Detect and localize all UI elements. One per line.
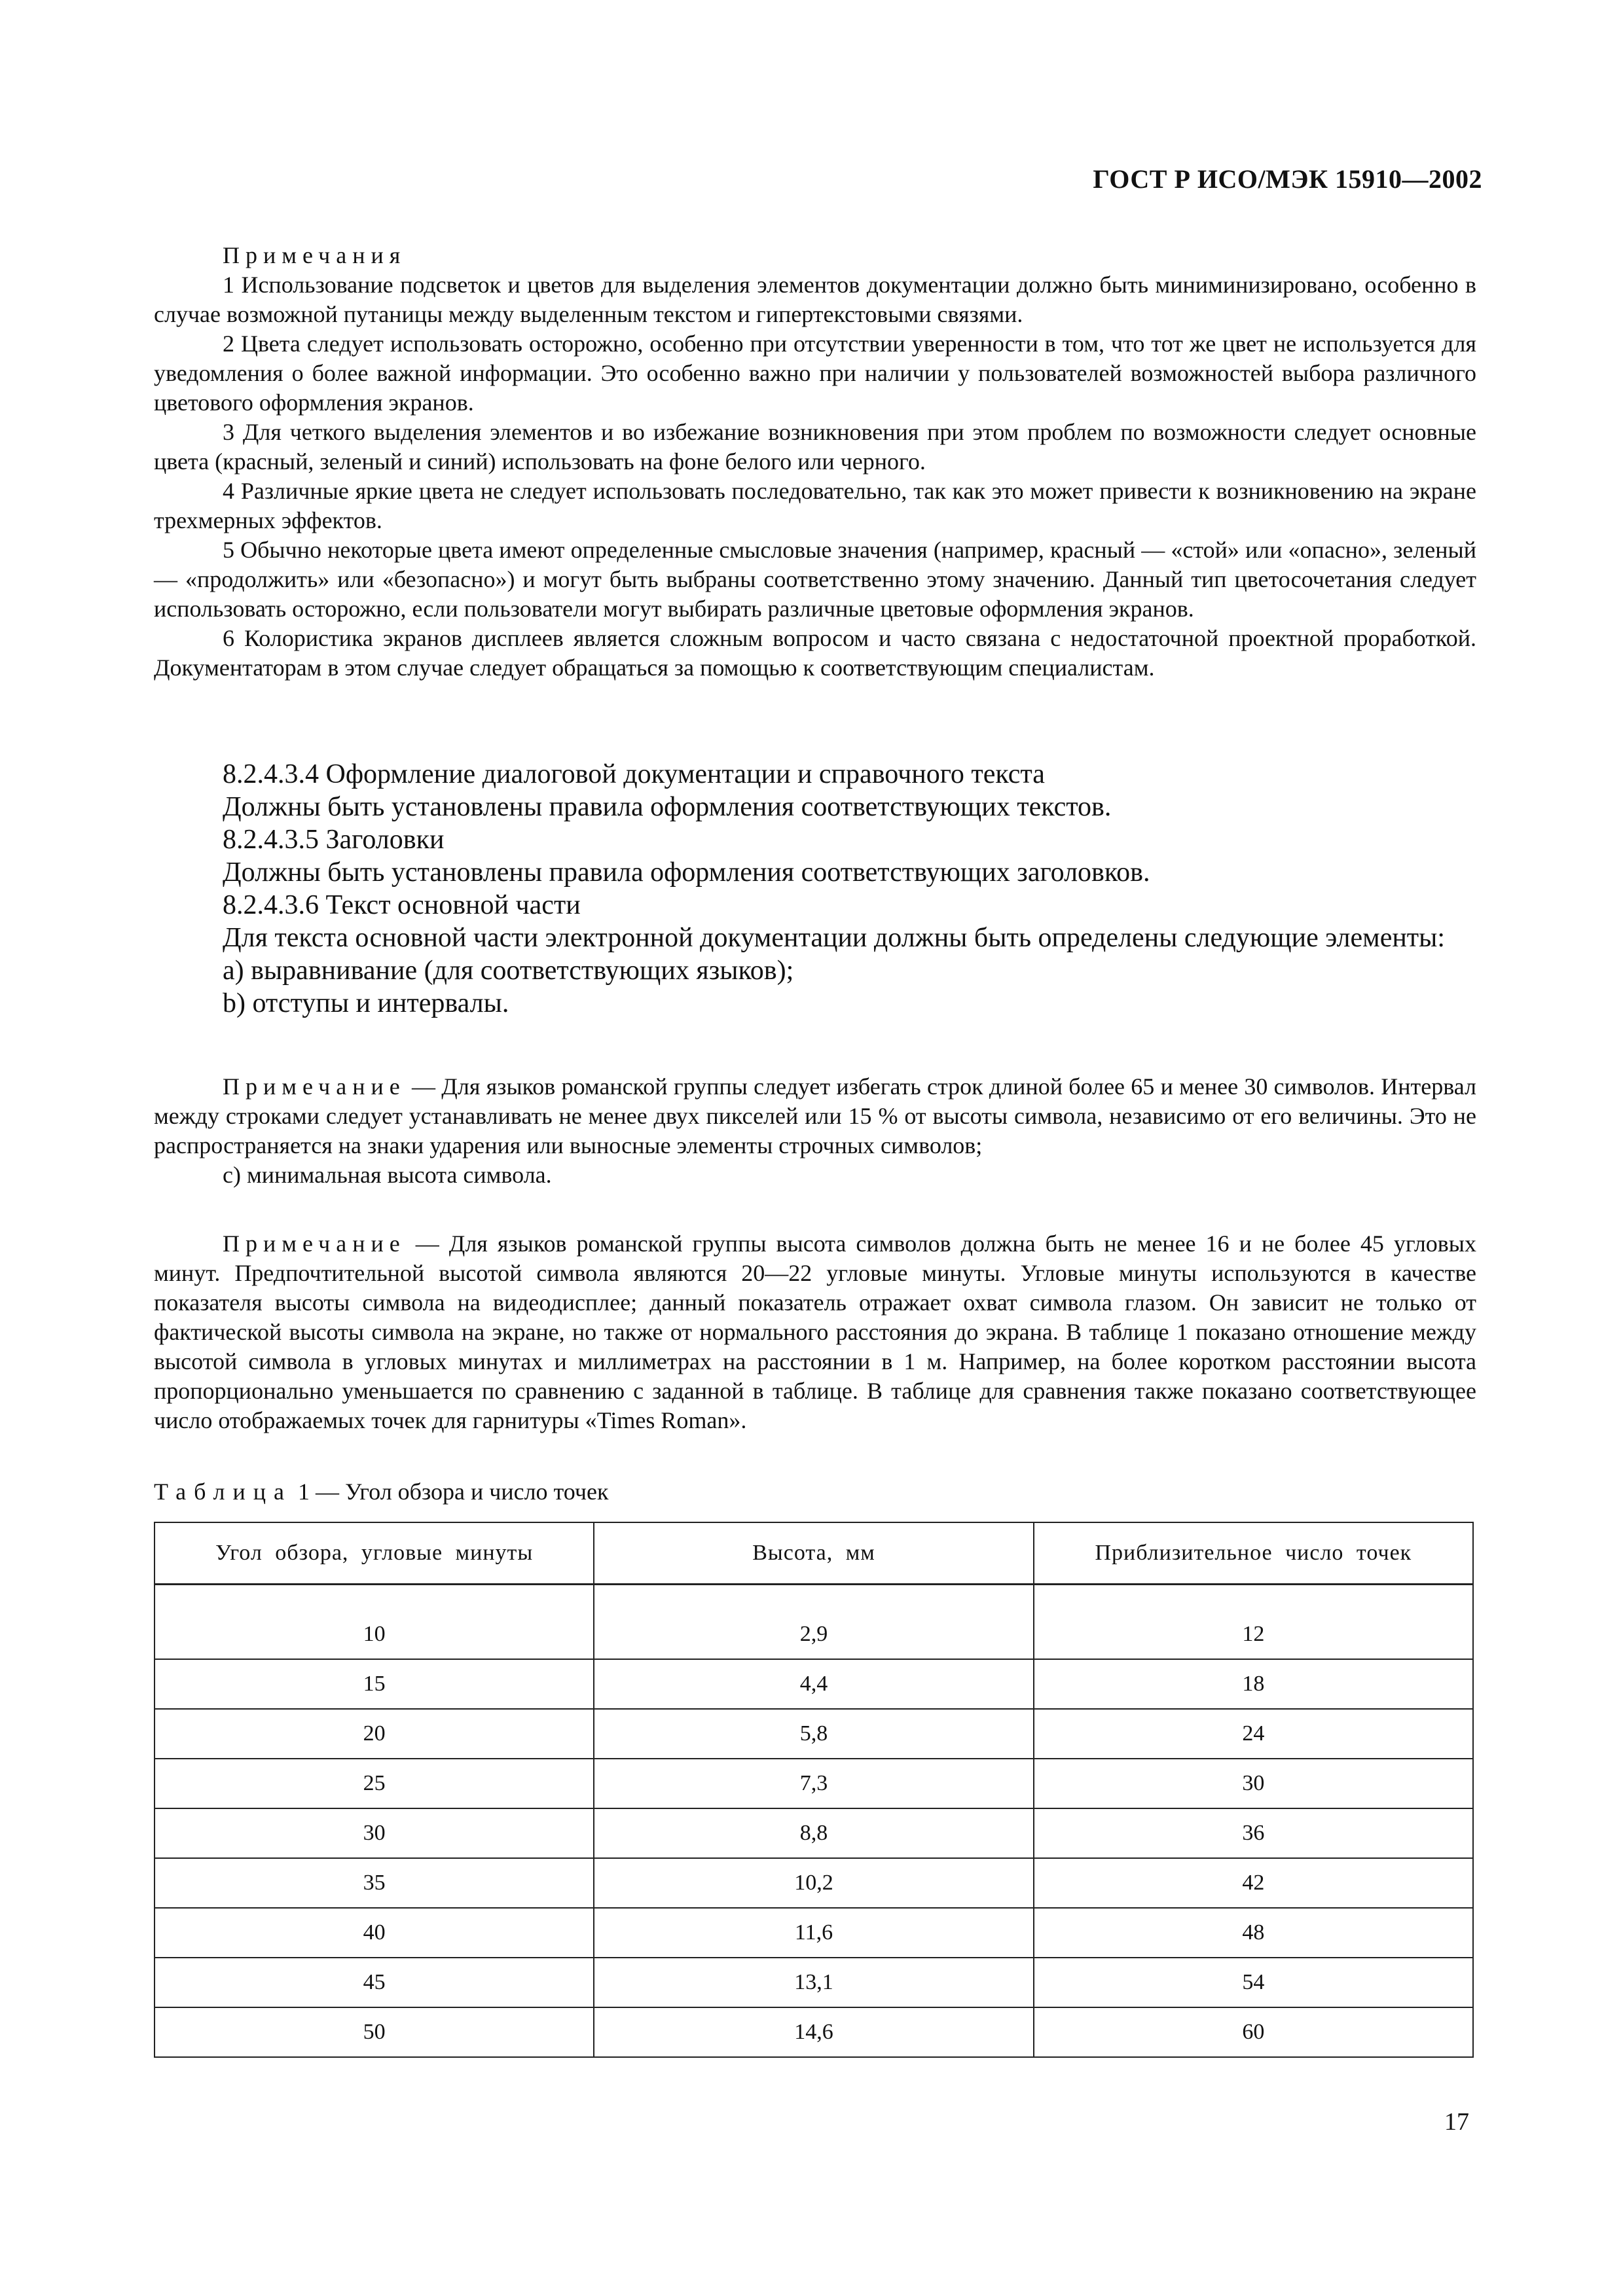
note-two-text: [154, 1229, 1476, 1435]
table-cell: 8,8: [594, 1808, 1033, 1858]
table-row: [155, 1908, 1473, 1958]
section-heading: 8.2.4.3.4 Оформление диалоговой документации и справочного текста: [223, 759, 1045, 789]
table-cell: 35: [155, 1858, 594, 1908]
note-body: — Для языков романской группы высота символов должна быть не менее 16 и не более 45 угловых минут. Предпочтительной высотой символа являются 20—22 угловые минуты. Угловые минуты используются в качестве показателя высоты символа на видеодисплее; данный показатель отражает охват символа глазом. Он зависит не только от фактической высоты символа на экране, но также от нормального расстояния до экрана. В таблице 1 показано отношение между высотой символа в угловых минутах и миллиметрах на расстоянии в 1 м. Например, на более коротком расстоянии высота пропорционально уменьшается по сравнению с заданной в таблице. В таблице для сравнения также показано соответствующее число отображаемых точек для гарнитуры «Times Roman».: [154, 1230, 1476, 1433]
table-cell: 15: [155, 1659, 594, 1709]
table-cell: 30: [155, 1808, 594, 1858]
note-two: [154, 1229, 1476, 1435]
table-cell: 11,6: [594, 1908, 1033, 1958]
note-one: [154, 1072, 1476, 1190]
table-cell: 40: [155, 1908, 594, 1958]
table-cell: 30: [1034, 1759, 1473, 1808]
table-row: [155, 1659, 1473, 1709]
table-cell: 18: [1034, 1659, 1473, 1709]
table-cell: 48: [1034, 1908, 1473, 1958]
note-label: Примечание: [223, 1073, 406, 1100]
table-cell: 36: [1034, 1808, 1473, 1858]
column-header: Высота, мм: [594, 1522, 1033, 1585]
paragraph: Должны быть установлены правила оформления соответствующих заголовков.: [223, 857, 1150, 888]
table-cell: 54: [1034, 1958, 1473, 2007]
section-heading: 8.2.4.3.5 Заголовки: [223, 825, 445, 855]
note-item: 3 Для четкого выделения элементов и во избежание возникновения при этом проблем по возможности следует основные цвета (красный, зеленый и синий) использовать на фоне белого или черного.: [154, 419, 1476, 475]
table-cell: 14,6: [594, 2007, 1033, 2057]
note-item: 5 Обычно некоторые цвета имеют определенные смысловые значения (например, красный — «стой» или «опасно», зеленый — «продолжить» или «безопасно») и могут быть выбраны соответственно этому значению. Данный тип цветосочетания следует использовать осторожно, если пользователи могут выбирать различные цветовые оформления экранов.: [154, 537, 1476, 622]
notes-title: Примечания: [223, 242, 407, 268]
table-cell: 50: [155, 2007, 594, 2057]
table-cell: 25: [155, 1759, 594, 1808]
list-item: b) отступы и интервалы.: [223, 988, 509, 1018]
section-heading: 8.2.4.3.6 Текст основной части: [223, 890, 581, 920]
table-cell: 5,8: [594, 1709, 1033, 1759]
table-cell: 13,1: [594, 1958, 1033, 2007]
document-header: ГОСТ Р ИСО/МЭК 15910—2002: [1093, 164, 1482, 194]
table-caption: [154, 1478, 608, 1505]
note-item: 2 Цвета следует использовать осторожно, особенно при отсутствии уверенности в том, что тот же цвет не используется для уведомления о более важной информации. Это особенно важно при наличии у пользователей возможностей выбора различного цветового оформления экранов.: [154, 331, 1476, 416]
table-cell: 60: [1034, 2007, 1473, 2057]
note-item: 1 Использование подсветок и цветов для выделения элементов документации должно быть миниминизировано, особенно в случае возможной путаницы между выделенным текстом и гипертекстовыми связями.: [154, 272, 1476, 327]
table-row: [155, 1808, 1473, 1858]
data-table: [154, 1522, 1474, 2058]
list-item-c: c) минимальная высота символа.: [223, 1162, 552, 1188]
main-text: [154, 758, 1476, 1020]
table-row: [155, 1958, 1473, 2007]
table-caption-text: 1 — Угол обзора и число точек: [291, 1479, 609, 1505]
table-cell: 12: [1034, 1610, 1473, 1659]
table-row: [155, 1759, 1473, 1808]
paragraph: Должны быть установлены правила оформления соответствующих текстов.: [223, 792, 1112, 822]
page-number: 17: [1444, 2108, 1469, 2136]
table-cell: 20: [155, 1709, 594, 1759]
table-cell: 10: [155, 1610, 594, 1659]
table-cell: 7,3: [594, 1759, 1033, 1808]
table-caption-label: Таблица: [154, 1479, 292, 1505]
table-cell: 2,9: [594, 1610, 1033, 1659]
table-row: [155, 1858, 1473, 1908]
list-item: a) выравнивание (для соответствующих языков);: [223, 956, 794, 986]
table-row: [155, 1610, 1473, 1659]
table-cell: 4,4: [594, 1659, 1033, 1709]
note-one-text: [154, 1072, 1476, 1160]
table-cell: 45: [155, 1958, 594, 2007]
table-row: [155, 2007, 1473, 2057]
column-header: Приблизительное число точек: [1034, 1522, 1473, 1585]
note-item: 6 Колористика экранов дисплеев является сложным вопросом и часто связана с недостаточной проектной проработкой. Документаторам в этом случае следует обращаться за помощью к соответствующим специалистам.: [154, 625, 1476, 681]
column-header: Угол обзора, угловые минуты: [155, 1522, 594, 1585]
table-cell: 10,2: [594, 1858, 1033, 1908]
note-item: 4 Различные яркие цвета не следует использовать последовательно, так как это может привести к возникновению на экране трехмерных эффектов.: [154, 478, 1476, 533]
paragraph: Для текста основной части электронной документации должны быть определены следующие элементы:: [223, 923, 1446, 953]
table-row: [155, 1709, 1473, 1759]
note-label: Примечание: [223, 1230, 406, 1257]
notes-block: [154, 241, 1476, 683]
note-body: — Для языков романской группы следует избегать строк длиной более 65 и менее 30 символов. Интервал между строками следует устанавливать не менее двух пикселей или 15 % от высоты символа, независимо от его величины. Это не распространяется на знаки ударения или выносные элементы строчных символов;: [154, 1073, 1476, 1158]
table-cell: 24: [1034, 1709, 1473, 1759]
table-cell: 42: [1034, 1858, 1473, 1908]
